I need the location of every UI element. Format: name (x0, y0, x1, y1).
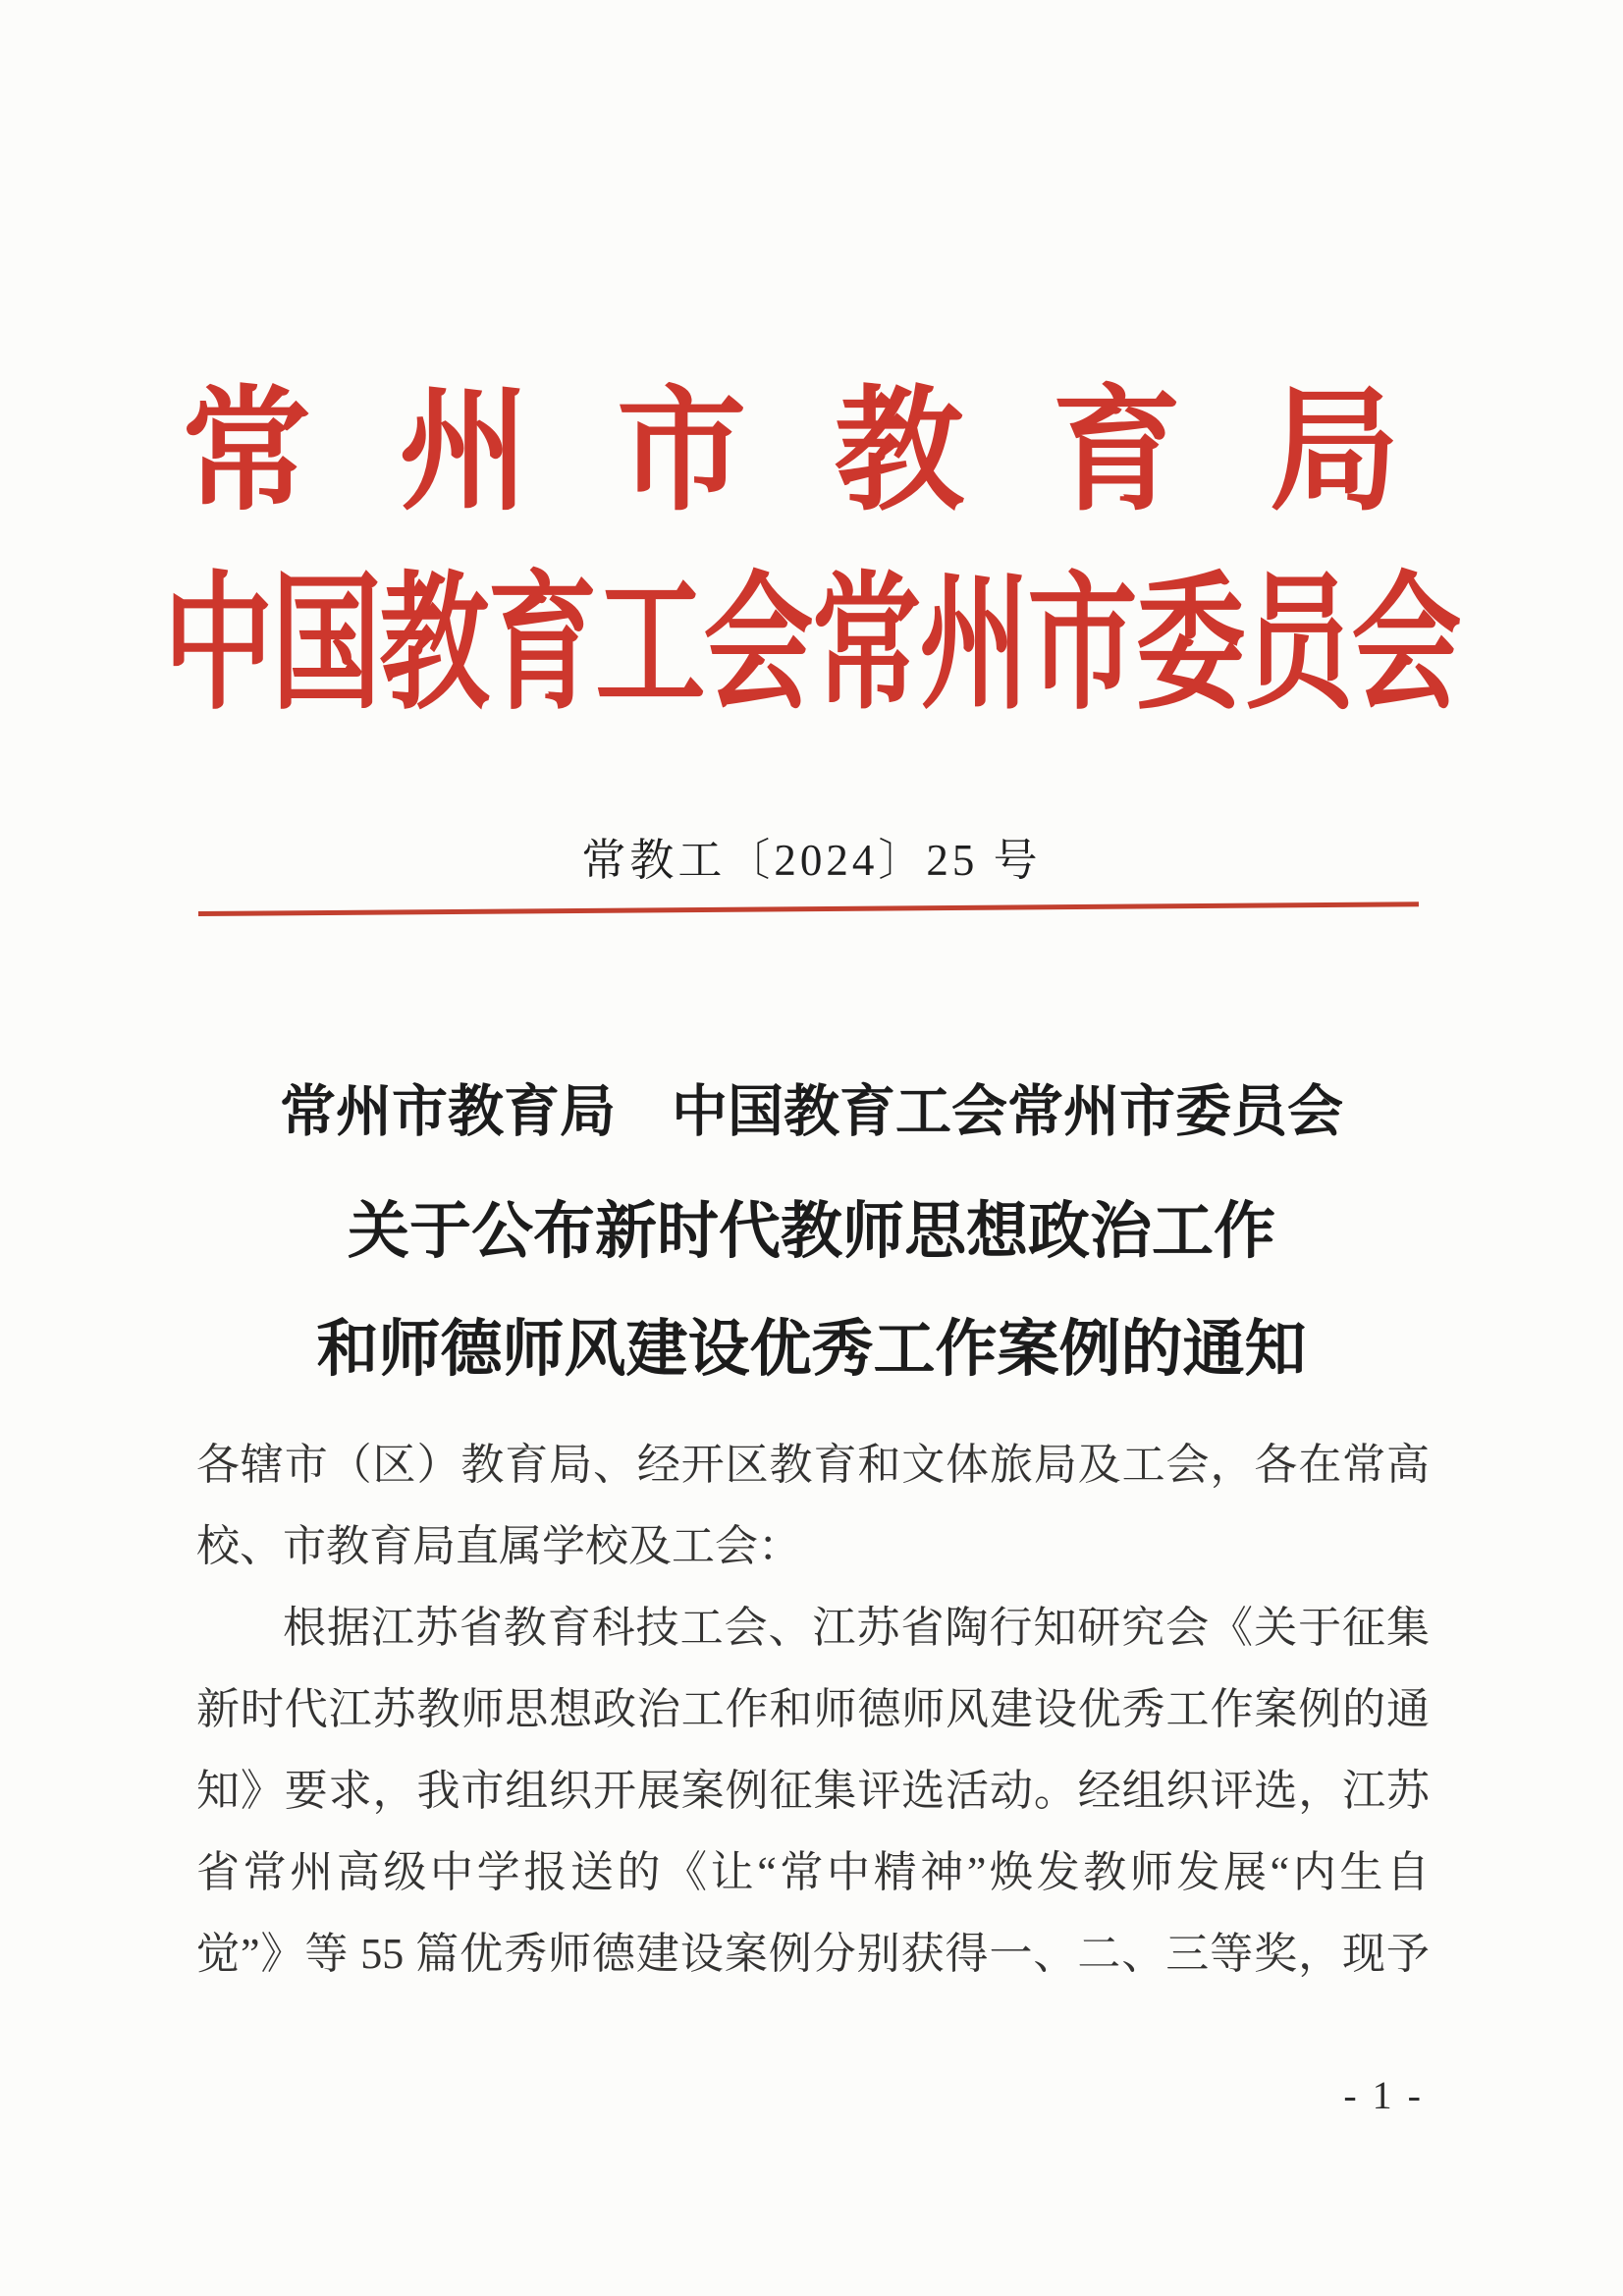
red-divider-line (198, 902, 1419, 916)
body-line-recipients-2: 校、市教育局直属学校及工会： (196, 1522, 801, 1570)
title-line-subject-2: 和师德师风建设优秀工作案例的通知 (316, 1315, 1307, 1384)
page-number: - 1 - (1343, 2073, 1424, 2117)
title-line-issuers: 常州市教育局 中国教育工会常州市委员会 (280, 1081, 1343, 1143)
body-line-paragraph-5: 觉”》等 55 篇优秀师德建设案例分别获得一、二、三等奖，现予 (196, 1930, 1430, 1978)
issuer-name-secondary: 中国教育工会常州市委员会 (163, 563, 1460, 729)
title-line-subject-1: 关于公布新时代教师思想政治工作 (348, 1197, 1275, 1266)
body-line-paragraph-4: 省常州高级中学报送的《让“常中精神”焕发教师发展“内生自 (196, 1848, 1430, 1896)
document-number: 常教工〔2024〕25 号 (581, 836, 1042, 885)
document-body (196, 1424, 1430, 1995)
issuer-name-primary: 常 州 市 教 育 局 (182, 376, 1399, 527)
body-line-paragraph-1: 根据江苏省教育科技工会、江苏省陶行知研究会《关于征集 (283, 1604, 1430, 1652)
body-line-paragraph-2: 新时代江苏教师思想政治工作和师德师风建设优秀工作案例的通 (196, 1685, 1430, 1733)
body-line-recipients-1: 各辖市（区）教育局、经开区教育和文体旅局及工会，各在常高 (196, 1441, 1430, 1489)
body-line-paragraph-3: 知》要求，我市组织开展案例征集评选活动。经组织评选，江苏 (196, 1767, 1430, 1815)
document-title (0, 1081, 1623, 1384)
